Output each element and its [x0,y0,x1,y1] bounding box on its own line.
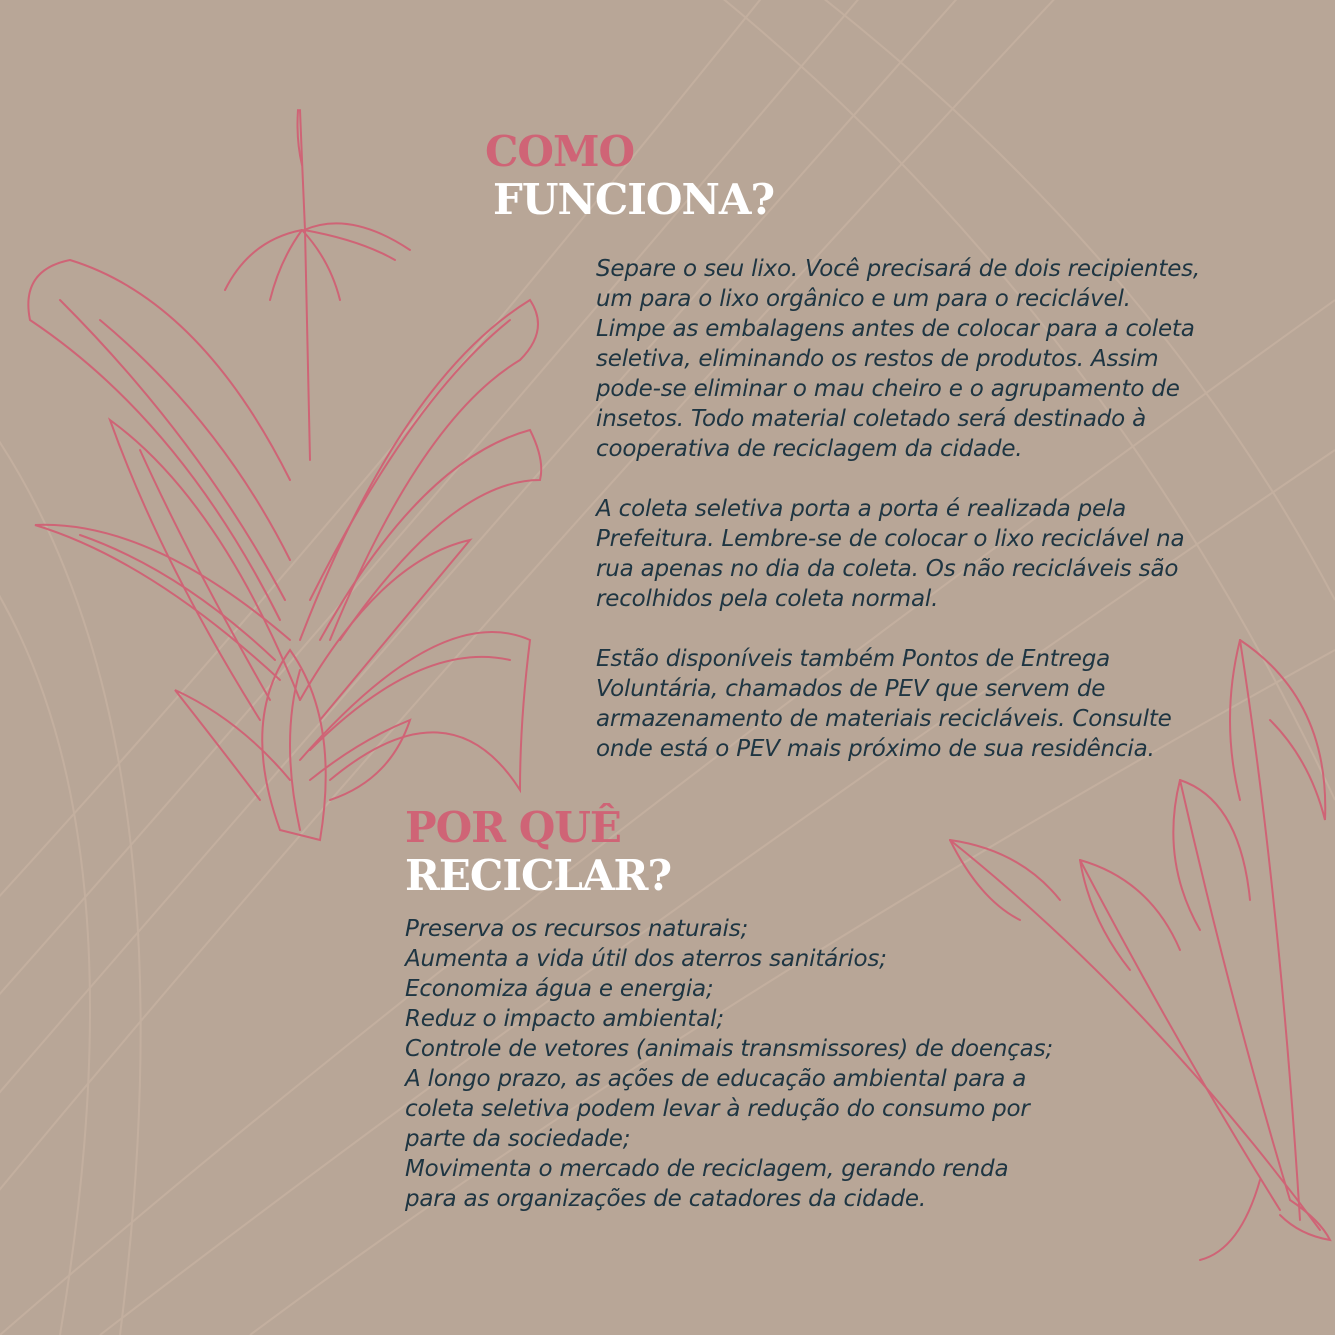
text-line: cooperativa de reciclagem da cidade. [596,436,1023,462]
title-line-1: POR QUÊ [405,803,621,852]
text-line: Estão disponíveis também Pontos de Entrega [596,646,1111,672]
how-it-works-paragraph-1 [596,254,1200,464]
title-line-2: FUNCIONA? [493,175,775,224]
list-item: Economiza água e energia; [405,976,714,1002]
section-how-it-works-title [485,128,774,224]
list-item: para as organizações de catadores da cidade. [405,1186,926,1212]
list-item: Controle de vetores (animais transmissores) de doenças; [405,1036,1053,1062]
how-it-works-paragraph-2 [596,494,1184,614]
list-item: Reduz o impacto ambiental; [405,1006,724,1032]
how-it-works-paragraph-3 [596,644,1172,764]
list-item: Preserva os recursos naturais; [405,916,749,942]
text-line: pode-se eliminar o mau cheiro e o agrupamento de [596,376,1180,402]
tropical-plant-illustration-icon [28,110,541,840]
list-item: Aumenta a vida útil dos aterros sanitários; [405,946,887,972]
text-line: A coleta seletiva porta a porta é realizada pela [596,496,1127,522]
text-line: um para o lixo orgânico e um para o reciclável. [596,286,1131,312]
text-line: seletiva, eliminando os restos de produtos. Assim [596,346,1159,372]
title-line-2: RECICLAR? [405,851,672,900]
text-line: Voluntária, chamados de PEV que servem de [596,676,1106,702]
section-why-recycle-title [405,804,671,900]
list-item: A longo prazo, as ações de educação ambiental para a [405,1066,1027,1092]
list-item: Movimenta o mercado de reciclagem, gerando renda [405,1156,1009,1182]
list-item: coleta seletiva podem levar à redução do consumo por [405,1096,1030,1122]
text-line: recolhidos pela coleta normal. [596,586,939,612]
text-line: Separe o seu lixo. Você precisará de dois recipientes, [596,256,1201,282]
text-line: rua apenas no dia da coleta. Os não recicláveis são [596,556,1179,582]
text-line: onde está o PEV mais próximo de sua residência. [596,736,1155,762]
text-line: armazenamento de materiais recicláveis. Consulte [596,706,1172,732]
text-line: Limpe as embalagens antes de colocar para a coleta [596,316,1195,342]
text-line: insetos. Todo material coletado será destinado à [596,406,1147,432]
list-item: parte da sociedade; [405,1126,631,1152]
title-line-1: COMO [485,127,635,176]
why-recycle-list [405,914,1053,1214]
text-line: Prefeitura. Lembre-se de colocar o lixo reciclável na [596,526,1185,552]
